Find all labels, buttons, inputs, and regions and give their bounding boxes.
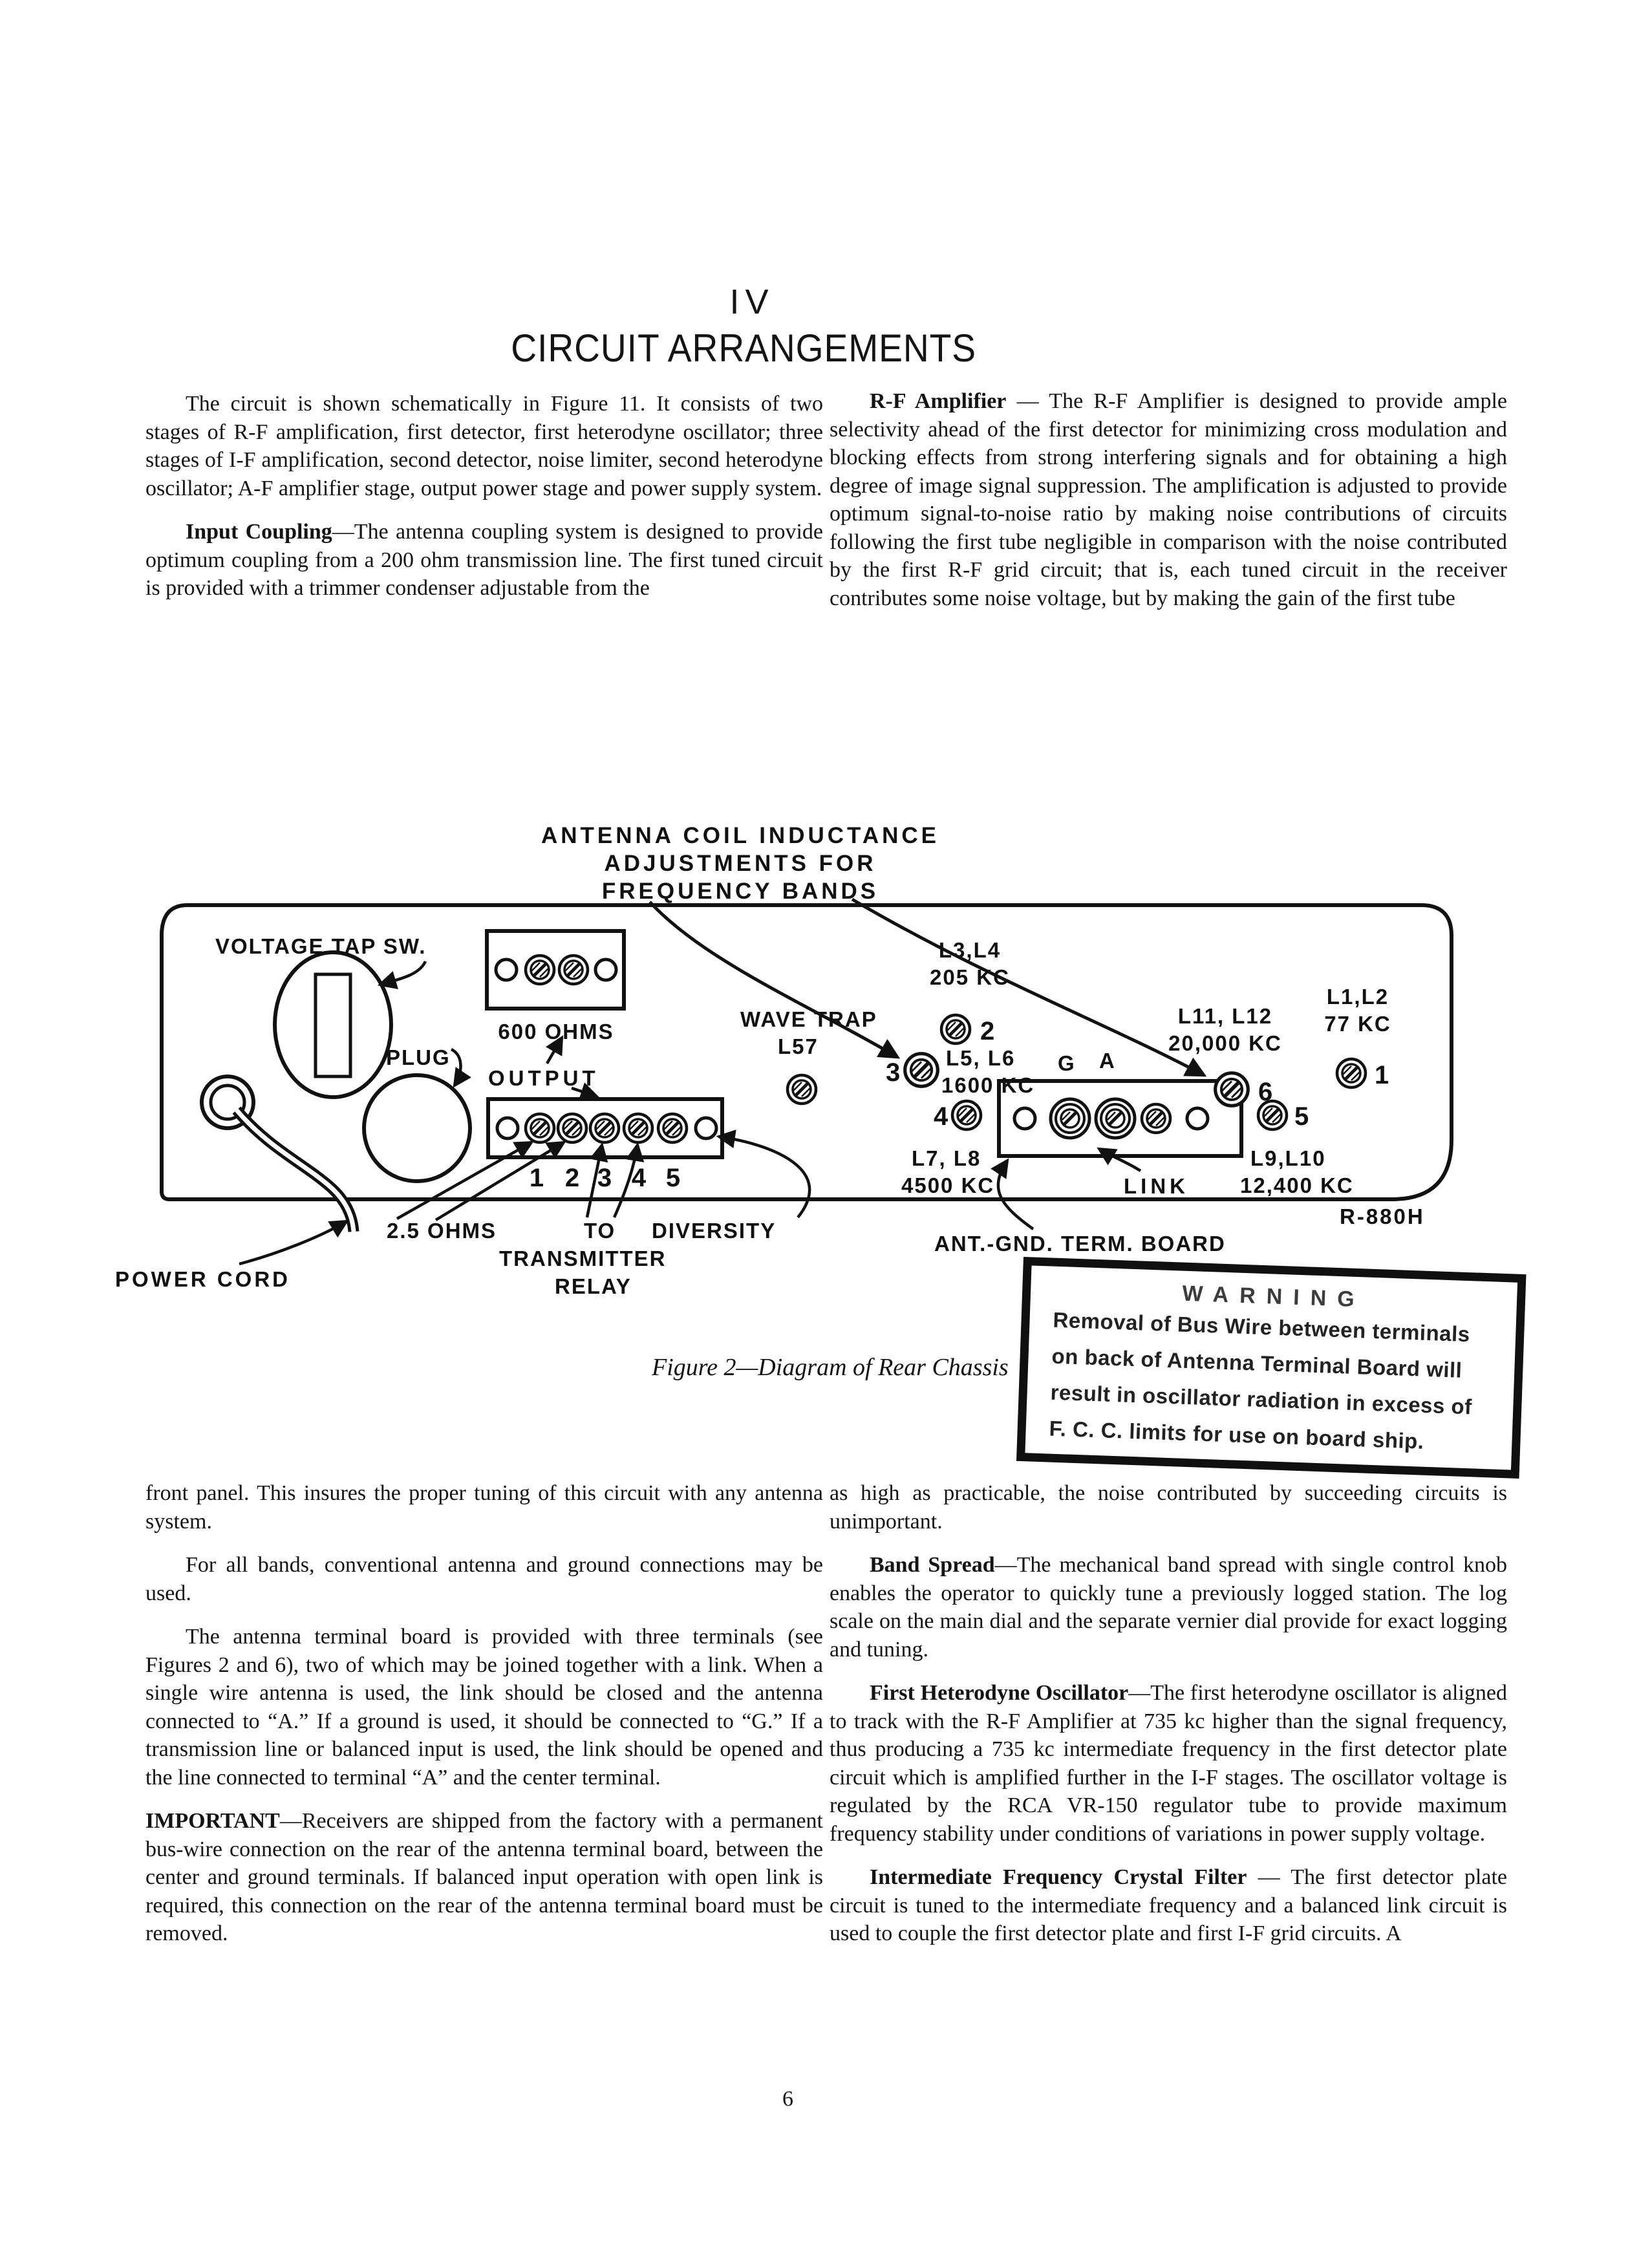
terminal-hole-icon xyxy=(595,959,616,980)
label-20000-kc: 20,000 KC xyxy=(1168,1031,1282,1055)
screw-terminal-icon xyxy=(624,1114,652,1142)
warning-line: on back of Antenna Terminal Board will xyxy=(1051,1343,1463,1382)
paragraph-text: The circuit is shown schematically in Figure 11. It consists of two stages of R-F amplification, first detector, first heterodyne oscillator; three stages of I-F amplification, second detector, noise limiter, second heterodyne oscillator; A-F amplifier stage, output power stage and power supply system. xyxy=(145,392,823,500)
output-terminal-number: 3 xyxy=(597,1164,612,1192)
label-77-kc: 77 KC xyxy=(1324,1012,1391,1036)
paragraph xyxy=(830,1479,1507,1535)
paragraph xyxy=(145,390,823,502)
leader-arrow xyxy=(719,1137,809,1217)
wave-trap-screw-icon xyxy=(788,1075,816,1104)
paragraph xyxy=(145,518,823,603)
paragraph xyxy=(145,1807,823,1948)
terminal-hole-icon xyxy=(696,1118,716,1139)
paragraph-text: The antenna terminal board is provided with three terminals (see Figures 2 and 6), two of which may be joined together with a link. When a single wire antenna is used, the link should be closed and the antenna connected to “A.” If a ground is used, it should be connected to “G.” If a transmission line or balanced input is used, the link should be opened and the line connected to terminal “A” and the center terminal. xyxy=(145,1625,823,1790)
diagram-header xyxy=(417,822,1064,905)
header-callout-curve xyxy=(650,902,897,1057)
paragraph-text: as high as practicable, the noise contributed by succeeding circuits is unimportant. xyxy=(830,1481,1507,1534)
paragraph-lead: First Heterodyne Oscillator xyxy=(870,1681,1129,1705)
label-wave-trap: WAVE TRAP xyxy=(740,1007,877,1031)
paragraph-text: —Receivers are shipped from the factory with a permanent bus-wire connection on the rear of the antenna terminal board, between the center and ground terminals. If balanced input operation with open link is required, this connection on the rear of the antenna terminal board must be removed. xyxy=(145,1809,823,1945)
label-adjustment-3: 3 xyxy=(886,1058,901,1087)
warning-line: F. C. C. limits for use on board ship. xyxy=(1049,1416,1425,1453)
warning-line: result in oscillator radiation in excess of xyxy=(1050,1380,1473,1419)
label-1600-kc: 1600 KC xyxy=(941,1073,1035,1097)
label-output: OUTPUT xyxy=(488,1066,599,1090)
adjustment-screw-2-icon xyxy=(941,1015,970,1043)
warning-line: Removal of Bus Wire between terminals xyxy=(1052,1307,1471,1347)
leader-arrow xyxy=(380,961,425,985)
output-terminal-number: 1 xyxy=(529,1164,544,1192)
paragraph-lead: Intermediate Frequency Crystal Filter xyxy=(870,1865,1247,1889)
label-2-5-ohms: 2.5 OHMS xyxy=(387,1219,497,1243)
adjustment-screw-1-icon xyxy=(1337,1059,1366,1087)
output-terminal-number: 4 xyxy=(631,1164,647,1192)
fcc-warning-stamp xyxy=(1016,1257,1527,1479)
header-callout-curve xyxy=(852,899,1204,1075)
leader-arrow xyxy=(998,1161,1033,1229)
column-bottom-right xyxy=(830,1479,1507,1963)
ground-screw-terminal-icon xyxy=(1051,1099,1089,1138)
label-600-ohms: 600 OHMS xyxy=(498,1020,614,1043)
label-transmitter: TRANSMITTER xyxy=(499,1246,667,1270)
label-12400-kc: 12,400 KC xyxy=(1240,1173,1354,1197)
antenna-screw-terminal-icon xyxy=(1096,1099,1135,1138)
leader-arrow xyxy=(239,1221,347,1264)
figure-caption: Figure 2—Diagram of Rear Chassis xyxy=(652,1354,1009,1381)
paragraph-text: front panel. This insures the proper tuning of this circuit with any antenna system. xyxy=(145,1481,823,1534)
screw-terminal-icon xyxy=(1142,1104,1170,1133)
output-terminal-number: 2 xyxy=(564,1164,580,1192)
diagram-header-line: ANTENNA COIL INDUCTANCE xyxy=(541,823,939,848)
screw-terminal-icon xyxy=(526,956,554,984)
paragraph xyxy=(830,1863,1507,1948)
paragraph-lead: IMPORTANT xyxy=(145,1809,280,1833)
paragraph-text: For all bands, conventional antenna and ground connections may be used. xyxy=(145,1553,823,1605)
paragraph-text: —The first heterodyne oscillator is aligned to track with the R-F Amplifier at 735 kc higher than the signal frequency, thus producing a 735 kc intermediate frequency in the first detector plate circuit which is amplified further in the I-F stages. The oscillator voltage is regulated by the RCA VR-150 regulator tube to provide maximum frequency stability under conditions of variations in power supply voltage. xyxy=(830,1681,1507,1846)
label-l3-l4: L3,L4 xyxy=(938,938,1002,962)
power-cord-core xyxy=(237,1110,354,1232)
warning-title: WARNING xyxy=(1181,1281,1366,1312)
label-adjustment-6: 6 xyxy=(1258,1078,1273,1106)
terminal-hole-icon xyxy=(1187,1108,1208,1129)
voltage-tap-slot xyxy=(316,974,350,1076)
paragraph-lead: R-F Amplifier xyxy=(870,389,1007,413)
label-l57: L57 xyxy=(778,1034,819,1058)
diagram-header-line: FREQUENCY BANDS xyxy=(601,879,879,904)
paragraph xyxy=(145,1623,823,1792)
page-title xyxy=(420,326,1067,370)
paragraph-text: —The mechanical band spread with single control knob enables the operator to quickly tune a previously logged station. The log scale on the main dial and the separate vernier dial provide for exact logging and tuning. xyxy=(830,1553,1507,1662)
label-link: LINK xyxy=(1124,1174,1189,1198)
adjustment-screw-3-icon xyxy=(905,1054,938,1087)
terminal-hole-icon xyxy=(1014,1108,1035,1129)
label-g-terminal: G xyxy=(1058,1051,1076,1075)
column-bottom-left xyxy=(145,1479,823,1963)
page-title-text: CIRCUIT ARRANGEMENTS xyxy=(511,326,976,370)
label-l5-l6: L5, L6 xyxy=(946,1046,1016,1070)
plug-hole xyxy=(364,1075,470,1181)
adjustment-screw-4-icon xyxy=(952,1101,981,1129)
label-model-number: R-880H xyxy=(1340,1204,1425,1228)
label-plug: PLUG xyxy=(386,1045,451,1069)
label-l11-l12: L11, L12 xyxy=(1177,1004,1273,1028)
label-ant-gnd-term-board: ANT.-GND. TERM. BOARD xyxy=(934,1232,1226,1256)
screw-terminal-icon xyxy=(526,1114,554,1142)
label-voltage-tap-sw: VOLTAGE TAP SW. xyxy=(215,934,427,958)
label-adjustment-1: 1 xyxy=(1375,1061,1389,1089)
figure-2-rear-chassis-diagram xyxy=(0,811,1650,1523)
paragraph xyxy=(830,1679,1507,1848)
screw-terminal-icon xyxy=(558,1114,586,1142)
paragraph xyxy=(830,1551,1507,1664)
diagram-header-line: ADJUSTMENTS FOR xyxy=(604,851,877,876)
paragraph xyxy=(830,387,1507,612)
label-4500-kc: 4500 KC xyxy=(901,1173,995,1197)
column-top-right xyxy=(830,387,1507,628)
output-terminal-number: 5 xyxy=(665,1164,681,1192)
screw-terminal-icon xyxy=(590,1114,619,1142)
paragraph xyxy=(145,1479,823,1535)
column-top-left xyxy=(145,390,823,618)
label-adjustment-5: 5 xyxy=(1294,1102,1309,1131)
section-number: IV xyxy=(729,283,775,321)
screw-terminal-icon xyxy=(658,1114,687,1142)
label-l7-l8: L7, L8 xyxy=(912,1146,981,1170)
label-to: TO xyxy=(584,1219,616,1243)
leader-arrow xyxy=(451,1049,461,1086)
screw-terminal-icon xyxy=(559,956,588,984)
paragraph-text: — The first detector plate circuit is tuned to the intermediate frequency and a balanced link circuit is used to couple the first detector plate and first I-F grid circuits. A xyxy=(830,1865,1508,1945)
adjustment-screw-6-icon xyxy=(1216,1073,1248,1106)
paragraph-text: —The antenna coupling system is designed to provide optimum coupling from a 200 ohm transmission line. The first tuned circuit is provided with a trimmer condenser adjustable from the xyxy=(145,520,823,600)
label-adjustment-2: 2 xyxy=(980,1017,995,1045)
paragraph-lead: Input Coupling xyxy=(186,520,332,544)
label-a-terminal: A xyxy=(1099,1049,1116,1073)
label-relay: RELAY xyxy=(555,1274,632,1298)
page-number: 6 xyxy=(782,2087,793,2111)
terminal-hole-icon xyxy=(497,1118,518,1139)
label-adjustment-4: 4 xyxy=(934,1102,948,1131)
label-l9-l10: L9,L10 xyxy=(1250,1146,1326,1170)
paragraph xyxy=(145,1551,823,1607)
label-power-cord: POWER CORD xyxy=(115,1267,290,1291)
label-205-kc: 205 KC xyxy=(930,965,1010,989)
label-l1-l2: L1,L2 xyxy=(1326,985,1389,1009)
label-diversity: DIVERSITY xyxy=(652,1219,777,1243)
paragraph-lead: Band Spread xyxy=(870,1553,995,1577)
terminal-hole-icon xyxy=(496,959,517,980)
paragraph-text: — The R-F Amplifier is designed to provide ample selectivity ahead of the first detector for minimizing cross modulation and blocking effects from strong interfering signals and for obtaining a high degree of image signal suppression. The amplification is adjusted to provide optimum signal-to-noise ratio by making noise contributions of circuits following the first tube negligible in comparison with the noise contributed by the first R-F grid circuit; that is, each tuned circuit in the receiver contributes some noise voltage, but by making the gain of the first tube xyxy=(830,389,1507,610)
